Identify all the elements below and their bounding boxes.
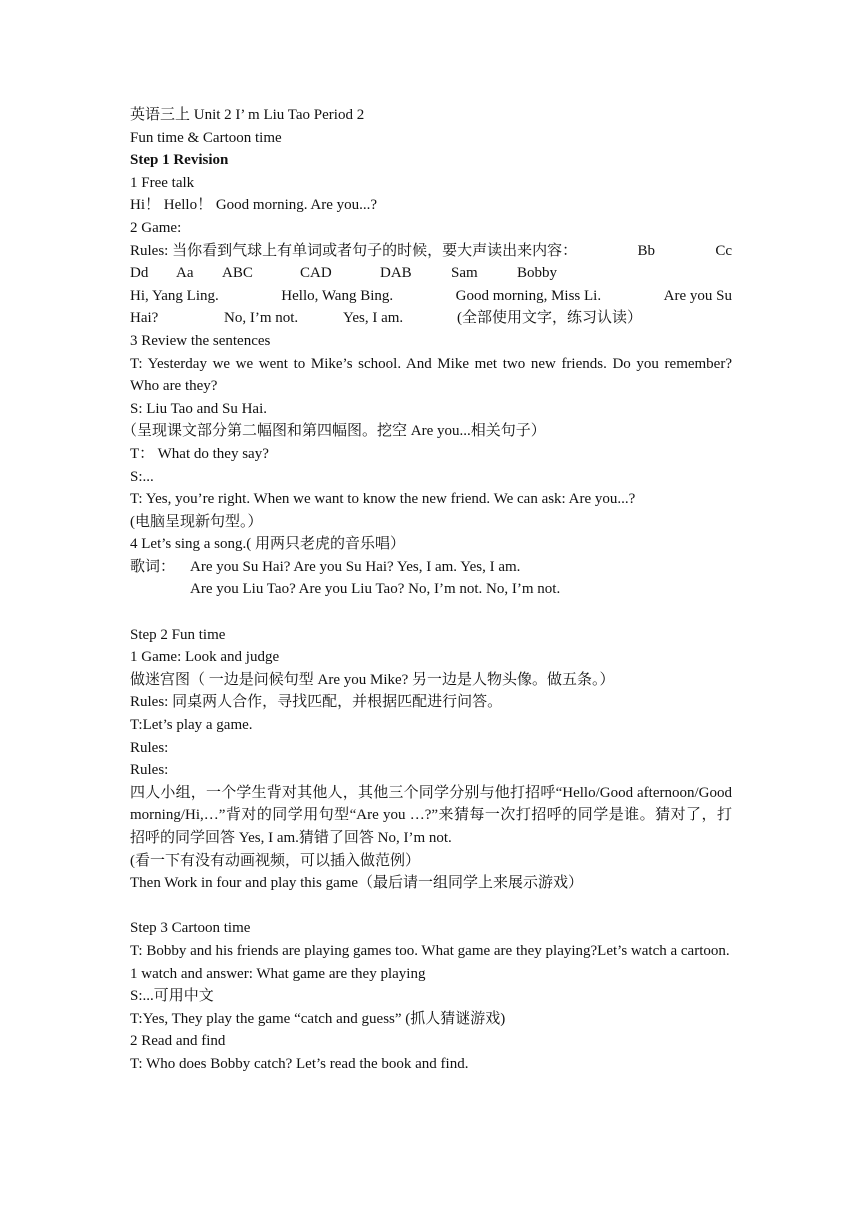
cartoon-intro: T: Bobby and his friends are playing games too. What game are they playing?Let’s watch a cartoon. — [130, 942, 730, 959]
lyrics-line-1 — [130, 556, 732, 579]
sentence-hi-yang-ling: Hi, Yang Ling. — [130, 287, 219, 304]
sentence-hello-wang-bing: Hello, Wang Bing. — [281, 287, 394, 304]
free-talk-line: Hi！ Hello！ Good morning. Are you...? — [130, 197, 378, 214]
word-dd: Dd — [130, 265, 149, 282]
sentence-good-morning: Good morning, Miss Li. — [455, 287, 602, 304]
rules-text: Rules: 当你看到气球上有单词或者句子的时候，要大声读出来内容： — [130, 242, 578, 259]
word-dab: DAB — [380, 265, 412, 282]
word-abc: ABC — [222, 265, 253, 282]
group-rules: 四人小组，一个学生背对其他人，其他三个同学分别与他打招呼“Hello/Good afternoon/Good morning/Hi,…”背对的同学用句型“Are you …?”来猜每一次打招呼的同学是谁。猜对了，打招呼的同学回答 Yes, I am.猜错了回答 No, I’m not. — [130, 784, 732, 846]
teacher-yes: T:Yes, They play the game “catch and guess” (抓人猜谜游戏) — [130, 1010, 506, 1027]
game-label: 2 Game: — [130, 219, 182, 236]
review-teacher-2: T： What do they say? — [130, 445, 269, 462]
word-bb: Bb — [637, 242, 655, 259]
then-work: Then Work in four and play this game（最后请一组同学上来展示游戏） — [130, 875, 584, 892]
step1-heading: Step 1 Revision — [130, 152, 229, 169]
read-and-find: 2 Read and find — [130, 1033, 226, 1050]
step3-heading: Step 3 Cartoon time — [130, 920, 251, 937]
note-use-text: (全部使用文字，练习认读） — [457, 310, 642, 327]
review-student-2: S:... — [130, 468, 154, 485]
rules-line-3 — [130, 285, 732, 308]
watch-answer: 1 watch and answer: What game are they playing — [130, 965, 426, 982]
rules-label-a: Rules: — [130, 739, 169, 756]
video-note: (看一下有没有动画视频，可以插入做范例） — [130, 852, 420, 869]
lesson-subtitle: Fun time & Cartoon time — [130, 129, 282, 146]
sentence-are-you-su: Are you Su — [663, 287, 732, 304]
word-cc: Cc — [715, 242, 732, 259]
free-talk-label: 1 Free talk — [130, 174, 195, 191]
word-sam: Sam — [451, 265, 478, 282]
sentence-hai: Hai? — [130, 310, 159, 327]
sentence-yes-i-am: Yes, I am. — [343, 310, 404, 327]
step2-heading: Step 2 Fun time — [130, 626, 226, 643]
t-play-game: T:Let’s play a game. — [130, 717, 253, 734]
document-page — [122, 104, 732, 1076]
review-label: 3 Review the sentences — [130, 332, 271, 349]
rules-label-b: Rules: — [130, 762, 169, 779]
review-note: （呈现课文部分第二幅图和第四幅图。挖空 Are you...相关句子） — [122, 423, 546, 440]
spacer — [130, 601, 732, 624]
maze-note: 做迷宫图（ 一边是问候句型 Are you Mike? 另一边是人物头像。做五条。） — [130, 671, 615, 688]
lyrics-label: 歌词： — [130, 558, 176, 575]
lyrics-line-2: Are you Liu Tao? Are you Liu Tao? No, I’m not. No, I’m not. — [190, 581, 561, 598]
rules-line-2 — [130, 262, 732, 285]
rules-line-1 — [130, 240, 732, 263]
review-student: S: Liu Tao and Su Hai. — [130, 400, 267, 417]
review-note-2: (电脑呈现新句型。） — [130, 513, 263, 530]
review-teacher-3: T: Yes, you’re right. When we want to know the new friend. We can ask: Are you...? — [130, 491, 636, 508]
step2-game: 1 Game: Look and judge — [130, 649, 280, 666]
word-aa: Aa — [176, 265, 194, 282]
word-cad: CAD — [300, 265, 332, 282]
song-label: 4 Let’s sing a song.( 用两只老虎的音乐唱） — [130, 536, 405, 553]
review-teacher: T: Yesterday we we went to Mike’s school. And Mike met two new friends. Do you remember? Who are they? — [130, 355, 732, 395]
rules-line-4 — [130, 307, 732, 330]
student-answer: S:...可用中文 — [130, 988, 214, 1005]
teacher-who: T: Who does Bobby catch? Let’s read the book and find. — [130, 1055, 469, 1072]
spacer — [130, 895, 732, 918]
sentence-no-im-not: No, I’m not. — [224, 310, 299, 327]
step2-rules: Rules: 同桌两人合作，寻找匹配，并根据匹配进行问答。 — [130, 694, 503, 711]
lyrics-text-1: Are you Su Hai? Are you Su Hai? Yes, I am. Yes, I am. — [190, 558, 521, 575]
lesson-title: 英语三上 Unit 2 I’ m Liu Tao Period 2 — [130, 107, 365, 123]
word-bobby: Bobby — [517, 265, 558, 282]
